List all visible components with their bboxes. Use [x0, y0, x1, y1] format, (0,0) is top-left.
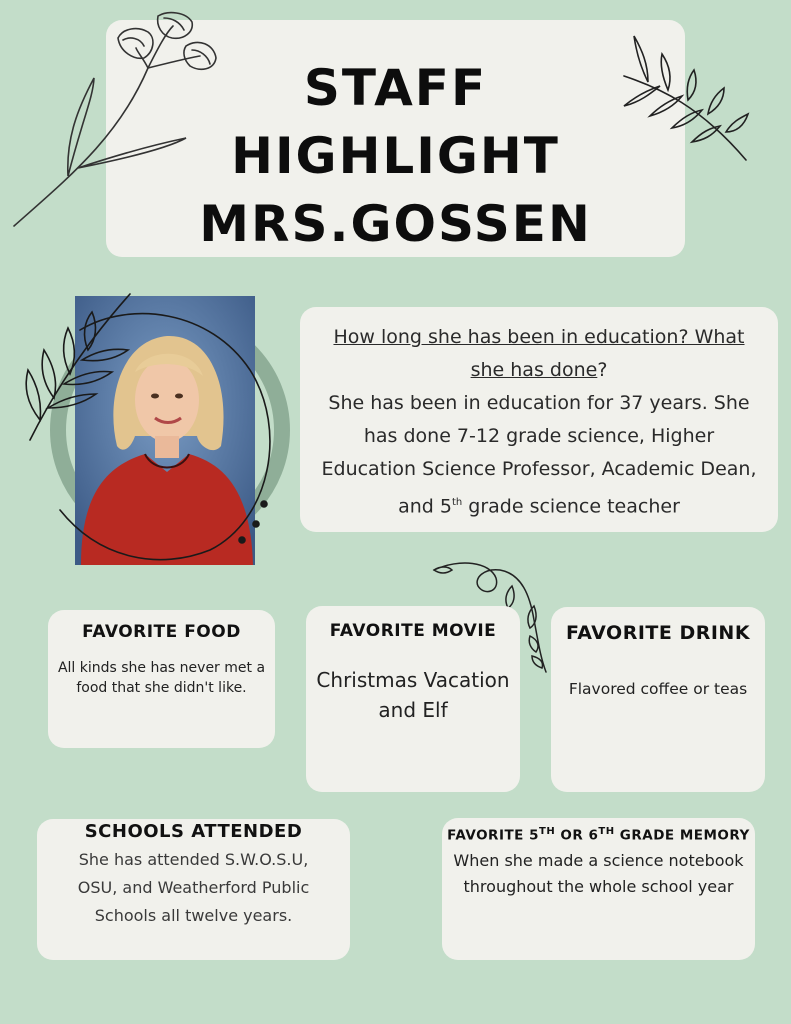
flower-decoration-icon: [8, 8, 233, 238]
schools-attended-card: [37, 819, 350, 960]
memory-heading-part-c: GRADE MEMORY: [614, 827, 750, 844]
favorite-movie-heading: FAVORITE MOVIE: [329, 621, 497, 641]
favorite-memory-text: When she made a science notebook throughout the whole school year: [453, 850, 744, 896]
favorite-food-text: All kinds she has never met a food that she didn't like.: [57, 660, 266, 696]
photo-outline-decoration-icon: [20, 290, 295, 570]
memory-heading-part-b: OR 6: [555, 827, 599, 844]
schools-attended-text: She has attended S.W.O.S.U, OSU, and Weatherford Public Schools all twelve years.: [77, 850, 310, 925]
favorite-movie-text: Christmas Vacation and Elf: [316, 668, 510, 722]
favorite-memory-heading: [442, 826, 755, 844]
favorite-food-card: [48, 610, 275, 748]
favorite-drink-heading: FAVORITE DRINK: [565, 622, 751, 644]
memory-heading-sup-1: TH: [539, 826, 556, 837]
bio-answer-end: grade science teacher: [462, 495, 680, 518]
favorite-drink-text: Flavored coffee or teas: [568, 680, 748, 698]
bio-question-mark: ?: [597, 359, 608, 381]
bio-card: [300, 307, 778, 532]
title-line-highlight: HIGHLIGHT: [231, 127, 560, 185]
memory-heading-part-a: FAVORITE 5: [447, 827, 539, 844]
favorite-movie-card: [306, 606, 520, 792]
branch-decoration-icon: [620, 32, 755, 167]
bio-answer-sup: th: [451, 497, 463, 508]
title-line-staff: STAFF: [303, 59, 488, 117]
bio-answer: She has been in education for 37 years. She has done 7-12 grade science, Higher Education Science Professor, Academic Dean, and 5: [321, 392, 757, 518]
title-line-name: MRS.GOSSEN: [199, 195, 592, 253]
bio-question: How long she has been in education? What she has done: [333, 326, 745, 381]
favorite-food-heading: FAVORITE FOOD: [82, 622, 241, 642]
memory-heading-sup-2: TH: [598, 826, 615, 837]
favorite-memory-card: [442, 818, 755, 960]
schools-attended-heading: SCHOOLS ATTENDED: [84, 821, 303, 842]
favorite-drink-card: [551, 607, 765, 792]
